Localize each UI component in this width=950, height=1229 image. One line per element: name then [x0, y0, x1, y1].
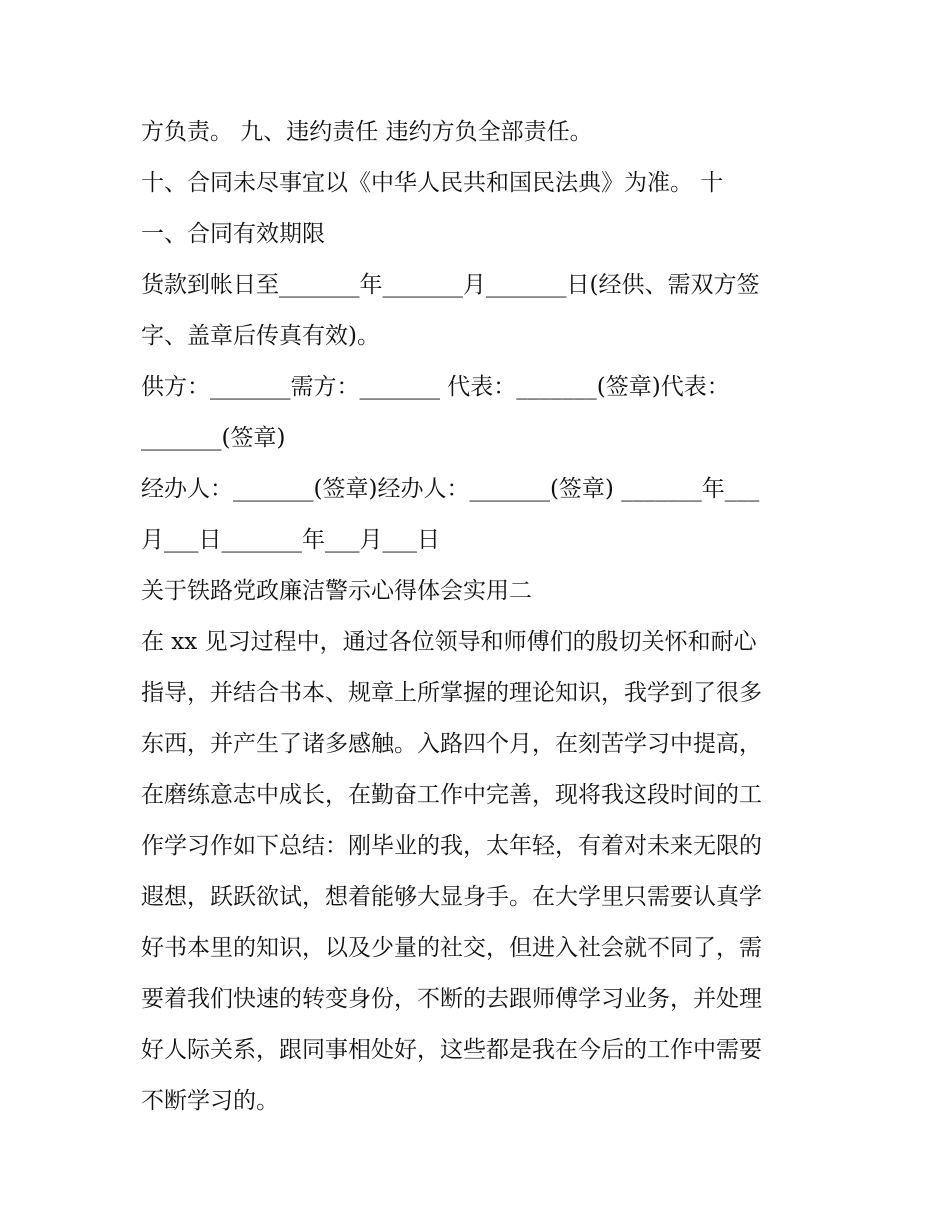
- text-line: 月___日_______年___月___日: [141, 527, 440, 553]
- text-line: 东西，并产生了诸多感触。入路四个月，在刻苦学习中提高，: [141, 731, 762, 757]
- text-line: 作学习作如下总结：刚毕业的我，太年轻，有着对未来无限的: [141, 833, 762, 859]
- text-line: 十、合同未尽事宜以《中华人民共和国民法典》为准。 十: [141, 170, 724, 196]
- document-body: [141, 107, 821, 1127]
- text-line: 遐想，跃跃欲试，想着能够大显身手。在大学里只需要认真学: [141, 884, 762, 910]
- text-line: 一、合同有效期限: [141, 221, 325, 247]
- text-line: 好人际关系，跟同事相处好，这些都是我在今后的工作中需要: [141, 1037, 762, 1063]
- text-line: 货款到帐日至_______年_______月_______日(经供、需双方签: [141, 272, 760, 298]
- section-heading: 关于铁路党政廉洁警示心得体会实用二: [141, 578, 532, 604]
- text-line: 指导，并结合书本、规章上所掌握的理论知识，我学到了很多: [141, 680, 762, 706]
- text-line: 在 xx 见习过程中，通过各位领导和师傅们的殷切关怀和耐心: [141, 629, 757, 655]
- text-line: 不断学习的。: [141, 1088, 279, 1114]
- text-line: 供方：_______需方：_______ 代表：_______(签章)代表：: [141, 374, 730, 400]
- text-line: _______(签章): [141, 425, 286, 451]
- text-line: 方负责。 九、违约责任 违约方负全部责任。: [141, 119, 593, 145]
- text-line: 好书本里的知识，以及少量的社交，但进入社会就不同了，需: [141, 935, 762, 961]
- text-line: 字、盖章后传真有效)。: [141, 323, 380, 349]
- text-line: 在磨练意志中成长，在勤奋工作中完善，现将我这段时间的工: [141, 782, 762, 808]
- text-line: 经办人：_______(签章)经办人：_______(签章) _______年___: [141, 476, 760, 502]
- text-line: 要着我们快速的转变身份，不断的去跟师傅学习业务，并处理: [141, 986, 762, 1012]
